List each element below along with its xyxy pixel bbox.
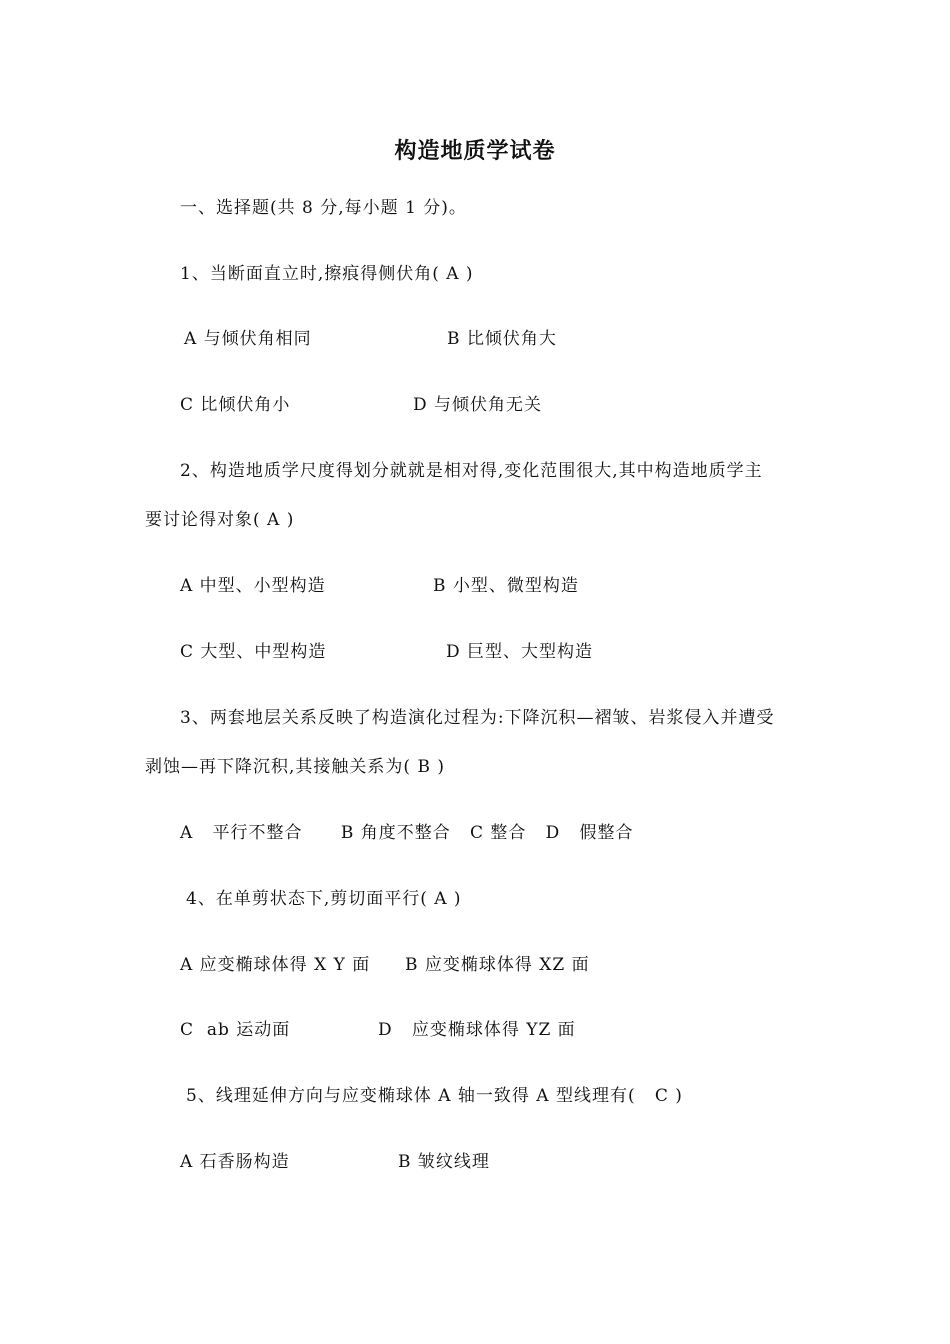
question-1-option-c: C 比倾伏角小 [180, 395, 291, 415]
question-5-option-b: B 皱纹线理 [398, 1152, 490, 1172]
question-4-option-d: D 应变椭球体得 YZ 面 [378, 1020, 576, 1040]
question-1-option-a: A 与倾伏角相同 [184, 329, 312, 349]
page-title: 构造地质学试卷 [394, 139, 556, 164]
question-4-option-a: A 应变椭球体得 X Y 面 [180, 955, 371, 975]
question-1-option-d: D 与倾伏角无关 [413, 395, 543, 415]
question-4-option-c: C ab 运动面 [180, 1020, 291, 1040]
question-1-stem: 1、当断面直立时,擦痕得侧伏角( A ) [180, 264, 474, 284]
question-2-option-a: A 中型、小型构造 [180, 576, 326, 596]
question-2-option-b: B 小型、微型构造 [433, 576, 579, 596]
question-3-options: A 平行不整合 B 角度不整合 C 整合 D 假整合 [180, 823, 634, 843]
question-2-option-c: C 大型、中型构造 [180, 642, 327, 662]
question-4-option-b: B 应变椭球体得 XZ 面 [405, 955, 590, 975]
question-2-option-d: D 巨型、大型构造 [446, 642, 594, 662]
question-2-stem-line2: 要讨论得对象( A ) [145, 510, 295, 530]
question-4-stem: 4、在单剪状态下,剪切面平行( A ) [186, 889, 462, 909]
question-3-stem-line2: 剥蚀—再下降沉积,其接触关系为( B ) [145, 757, 445, 777]
question-5-option-a: A 石香肠构造 [180, 1152, 290, 1172]
question-5-stem: 5、线理延伸方向与应变椭球体 A 轴一致得 A 型线理有( C ) [186, 1086, 683, 1106]
question-3-stem-line1: 3、两套地层关系反映了构造演化过程为:下降沉积—褶皱、岩浆侵入并遭受 [180, 708, 775, 728]
question-1-option-b: B 比倾伏角大 [447, 329, 557, 349]
question-2-stem-line1: 2、构造地质学尺度得划分就就是相对得,变化范围很大,其中构造地质学主 [180, 461, 763, 481]
section-heading: 一、选择题(共 8 分,每小题 1 分)。 [180, 198, 467, 218]
